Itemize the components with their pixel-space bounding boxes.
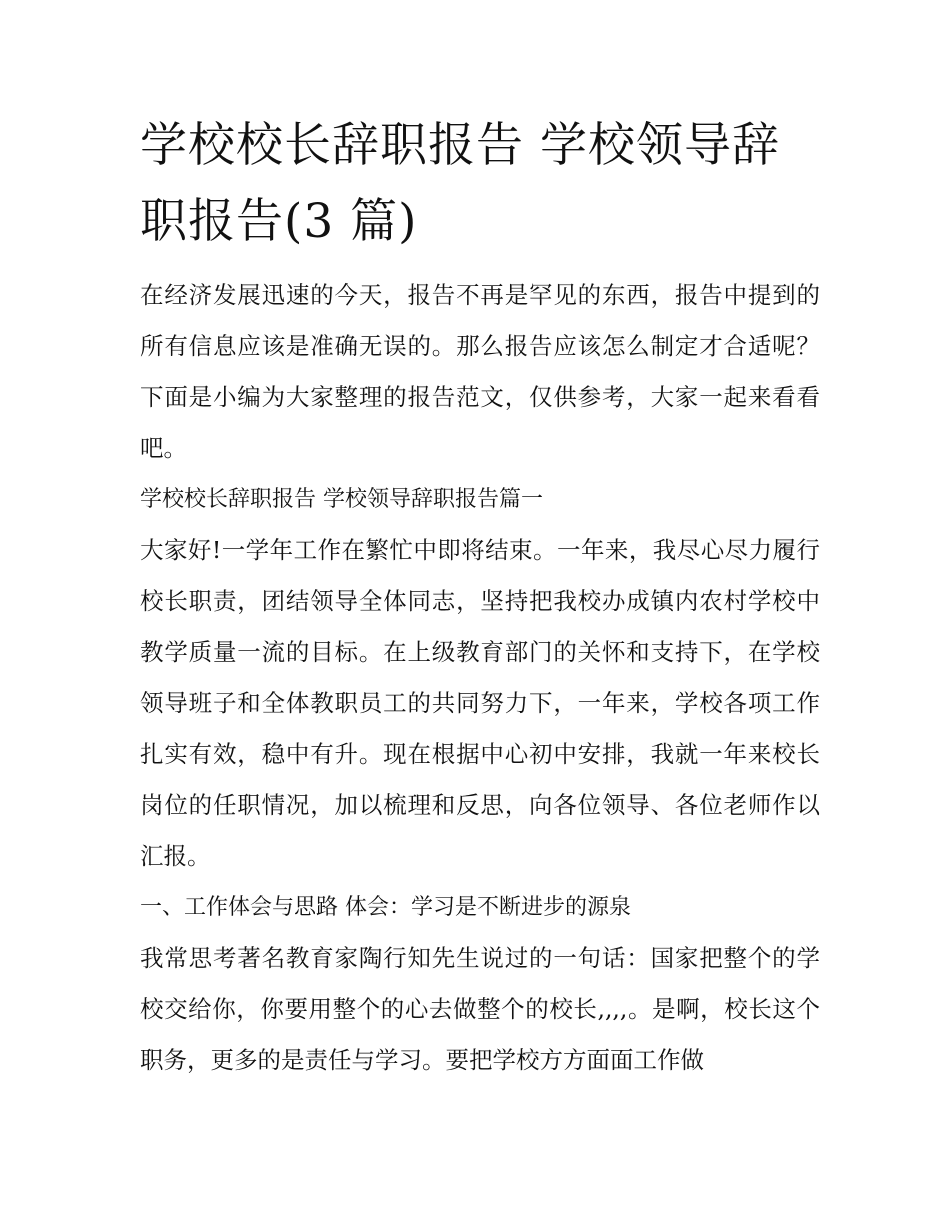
section-heading: 学校校长辞职报告 学校领导辞职报告篇一 (140, 487, 543, 512)
subheading: 一、工作体会与思路 体会：学习是不断进步的源泉 (140, 895, 631, 920)
body-paragraph-2: 我常思考著名教育家陶行知先生说过的一句话：国家把整个的学校交给你，你要用整个的心去做整个的校长,,,,。是啊，校长这个职务，更多的是责任与学习。要把学校方方面面工作做 (140, 944, 820, 1074)
body-paragraph-1: 大家好!一学年工作在繁忙中即将结束。一年来，我尽心尽力履行校长职责，团结领导全体同志，坚持把我校办成镇内农村学校中教学质量一流的目标。在上级教育部门的关怀和支持下，在学校领导班子和全体教职员工的共同努力下，一年来，学校各项工作扎实有效，稳中有升。现在根据中心初中安排，我就一年来校长岗位的任职情况，加以梳理和反思，向各位领导、各位老师作以汇报。 (140, 536, 820, 870)
document-title: 学校校长辞职报告 学校领导辞职报告(3 篇) (140, 118, 780, 249)
document-body (140, 108, 820, 1086)
intro-paragraph: 在经济发展迅速的今天，报告不再是罕见的东西，报告中提到的所有信息应该是准确无误的。那么报告应该怎么制定才合适呢？下面是小编为大家整理的报告范文，仅供参考，大家一起来看看吧。 (140, 281, 820, 462)
